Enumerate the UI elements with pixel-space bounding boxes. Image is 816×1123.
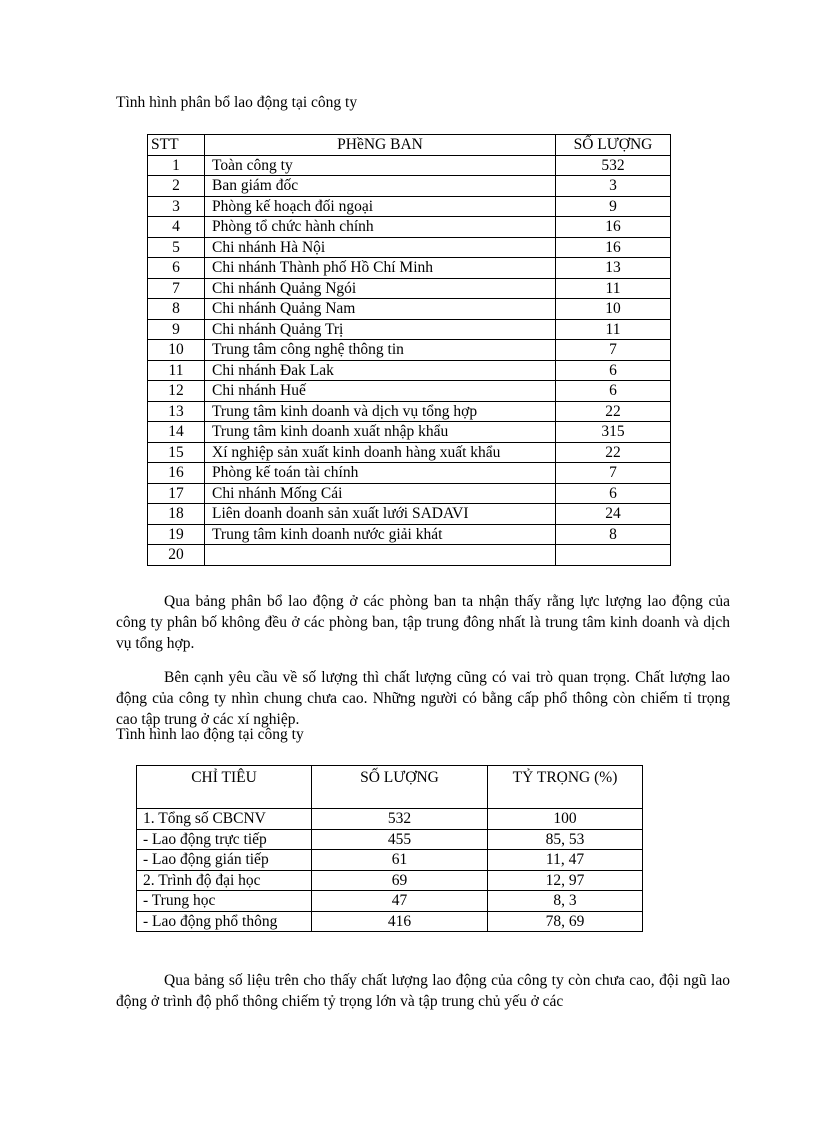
table-header-row [137, 766, 643, 809]
table-row [148, 401, 671, 422]
table-row [148, 176, 671, 197]
row-department: Phòng kế hoạch đối ngoại [205, 196, 556, 217]
row-indicator: 1. Tổng số CBCNV [137, 809, 312, 830]
row-department [205, 545, 556, 566]
row-quantity: 16 [556, 237, 671, 258]
row-quantity: 6 [556, 381, 671, 402]
table-row [148, 483, 671, 504]
table-row [148, 319, 671, 340]
row-quantity: 315 [556, 422, 671, 443]
table-row [148, 524, 671, 545]
row-stt: 11 [148, 360, 205, 381]
table-row [148, 237, 671, 258]
table-row [137, 850, 643, 871]
row-indicator: - Lao động gián tiếp [137, 850, 312, 871]
row-quantity: 532 [312, 809, 488, 830]
row-quantity: 10 [556, 299, 671, 320]
row-quantity: 416 [312, 911, 488, 932]
row-quantity [556, 545, 671, 566]
row-quantity: 61 [312, 850, 488, 871]
table1-title: Tình hình phân bổ lao động tại công ty [116, 94, 358, 111]
row-indicator: - Trung học [137, 891, 312, 912]
row-quantity: 6 [556, 360, 671, 381]
row-department: Chi nhánh Hà Nội [205, 237, 556, 258]
row-quantity: 8 [556, 524, 671, 545]
row-department: Phòng tổ chức hành chính [205, 217, 556, 238]
row-department: Trung tâm công nghệ thông tin [205, 340, 556, 361]
table2-title: Tình hình lao động tại công ty [116, 726, 304, 743]
row-stt: 2 [148, 176, 205, 197]
table-row [148, 422, 671, 443]
table-row [148, 504, 671, 525]
header-indicator: CHỈ TIÊU [137, 766, 312, 809]
row-ratio: 11, 47 [488, 850, 643, 871]
header-stt: STT [148, 135, 205, 156]
row-department: Chi nhánh Huế [205, 381, 556, 402]
row-quantity: 532 [556, 155, 671, 176]
row-stt: 6 [148, 258, 205, 279]
row-indicator: - Lao động phổ thông [137, 911, 312, 932]
row-quantity: 16 [556, 217, 671, 238]
row-indicator: 2. Trình độ đại học [137, 870, 312, 891]
row-quantity: 69 [312, 870, 488, 891]
row-quantity: 9 [556, 196, 671, 217]
table-row [148, 258, 671, 279]
paragraph-1: Qua bảng phân bổ lao động ở các phòng ban ta nhận thấy rằng lực lượng lao động của công ty phân bố không đều ở các phòng ban, tập trung đông nhất là trung tâm kinh doanh và dịch vụ tổng hợp. [116, 593, 730, 652]
row-department: Chi nhánh Mống Cái [205, 483, 556, 504]
table-row [148, 340, 671, 361]
row-department: Xí nghiệp sản xuất kinh doanh hàng xuất khẩu [205, 442, 556, 463]
row-ratio: 8, 3 [488, 891, 643, 912]
table-row [148, 442, 671, 463]
row-quantity: 7 [556, 340, 671, 361]
paragraph-3: Qua bảng số liệu trên cho thấy chất lượng lao động của công ty còn chưa cao, đội ngũ lao động ở trình độ phổ thông chiếm tỷ trọng lớn và tập trung chủ yếu ở các [116, 972, 730, 1010]
row-stt: 8 [148, 299, 205, 320]
row-stt: 7 [148, 278, 205, 299]
row-stt: 3 [148, 196, 205, 217]
row-ratio: 100 [488, 809, 643, 830]
row-quantity: 22 [556, 401, 671, 422]
header-department: PHềNG BAN [205, 135, 556, 156]
row-quantity: 24 [556, 504, 671, 525]
row-department: Liên doanh doanh sản xuất lưới SADAVI [205, 504, 556, 525]
row-stt: 9 [148, 319, 205, 340]
row-quantity: 6 [556, 483, 671, 504]
labor-quality-table [136, 765, 643, 932]
row-quantity: 11 [556, 278, 671, 299]
row-department: Ban giám đốc [205, 176, 556, 197]
row-department: Chi nhánh Quảng Nam [205, 299, 556, 320]
row-department: Chi nhánh Đak Lak [205, 360, 556, 381]
row-stt: 14 [148, 422, 205, 443]
row-stt: 17 [148, 483, 205, 504]
row-stt: 4 [148, 217, 205, 238]
row-quantity: 3 [556, 176, 671, 197]
header-quantity: SỐ LƯỢNG [312, 766, 488, 809]
row-department: Chi nhánh Quảng Ngói [205, 278, 556, 299]
row-department: Toàn công ty [205, 155, 556, 176]
row-stt: 16 [148, 463, 205, 484]
table-row [137, 829, 643, 850]
row-stt: 10 [148, 340, 205, 361]
row-stt: 18 [148, 504, 205, 525]
table-row [148, 155, 671, 176]
row-quantity: 455 [312, 829, 488, 850]
paragraph-2: Bên cạnh yêu cầu về số lượng thì chất lượng cũng có vai trò quan trọng. Chất lượng lao động của công ty nhìn chung chưa cao. Những người có bằng cấp phổ thông còn chiếm tỉ trọng cao tập trung ở các xí nghiệp. [116, 669, 730, 728]
table-row [148, 217, 671, 238]
row-indicator: - Lao động trực tiếp [137, 829, 312, 850]
table-row [137, 911, 643, 932]
row-stt: 12 [148, 381, 205, 402]
table-row [148, 360, 671, 381]
row-quantity: 7 [556, 463, 671, 484]
row-quantity: 22 [556, 442, 671, 463]
table-row [148, 278, 671, 299]
row-stt: 19 [148, 524, 205, 545]
row-ratio: 85, 53 [488, 829, 643, 850]
row-department: Chi nhánh Thành phố Hồ Chí Minh [205, 258, 556, 279]
table-row [148, 381, 671, 402]
table-header-row [148, 135, 671, 156]
row-department: Phòng kế toán tài chính [205, 463, 556, 484]
row-stt: 5 [148, 237, 205, 258]
table-row [148, 545, 671, 566]
row-stt: 13 [148, 401, 205, 422]
row-stt: 20 [148, 545, 205, 566]
row-quantity: 11 [556, 319, 671, 340]
row-quantity: 13 [556, 258, 671, 279]
table-row [137, 891, 643, 912]
row-ratio: 12, 97 [488, 870, 643, 891]
header-ratio: TỶ TRỌNG (%) [488, 766, 643, 809]
row-ratio: 78, 69 [488, 911, 643, 932]
row-quantity: 47 [312, 891, 488, 912]
department-labor-table [147, 134, 671, 566]
table-row [137, 809, 643, 830]
row-department: Chi nhánh Quảng Trị [205, 319, 556, 340]
header-quantity: SỐ LƯỢNG [556, 135, 671, 156]
table-row [148, 463, 671, 484]
row-department: Trung tâm kinh doanh xuất nhập khẩu [205, 422, 556, 443]
row-stt: 15 [148, 442, 205, 463]
table-row [148, 299, 671, 320]
row-stt: 1 [148, 155, 205, 176]
table-row [148, 196, 671, 217]
row-department: Trung tâm kinh doanh và dịch vụ tổng hợp [205, 401, 556, 422]
table-row [137, 870, 643, 891]
row-department: Trung tâm kinh doanh nước giải khát [205, 524, 556, 545]
